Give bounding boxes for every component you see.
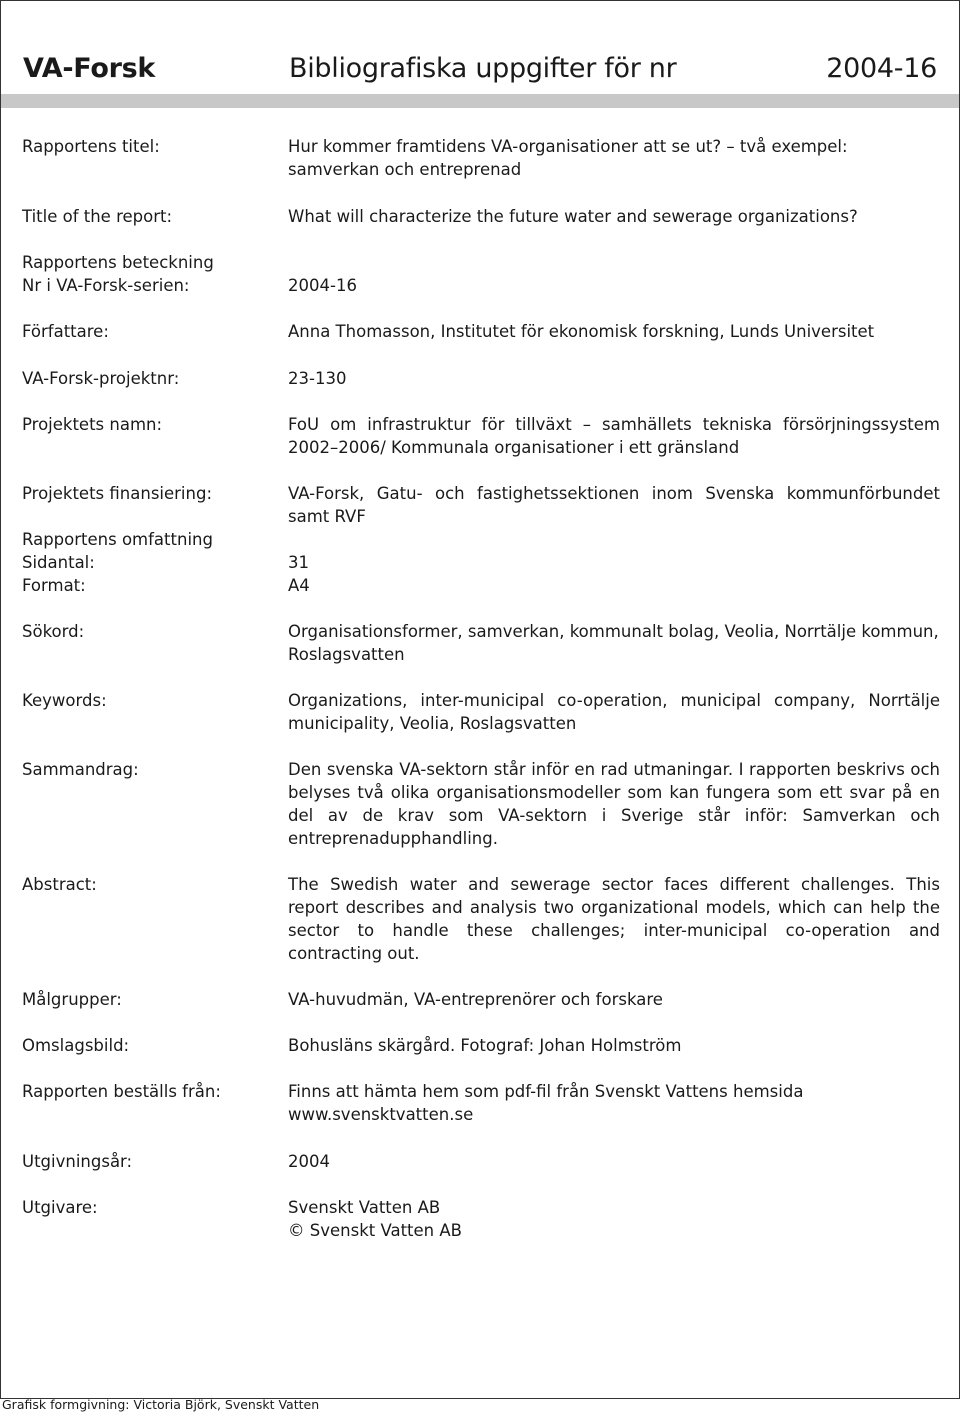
projektnr-label: VA-Forsk-projektnr:	[22, 369, 180, 388]
bestalls-value	[288, 1080, 940, 1126]
forfattare-label: Författare:	[22, 322, 109, 341]
malgrupper-value: VA-huvudmän, VA-entreprenörer och forskare	[288, 990, 663, 1009]
keywords-value: Organizations, inter-municipal co-operation, municipal company, Norrtälje municipality, Veolia, Roslagsvatten	[288, 691, 940, 733]
page-header	[23, 53, 937, 87]
omslagsbild-value: Bohusläns skärgård. Fotograf: Johan Holmström	[288, 1036, 682, 1055]
malgrupper-label: Målgrupper:	[22, 990, 122, 1009]
sammandrag-label: Sammandrag:	[22, 760, 139, 779]
footer-credit: Grafisk formgivning: Victoria Björk, Svenskt Vatten	[2, 1397, 320, 1412]
utgivare-label: Utgivare:	[22, 1198, 98, 1217]
omslagsbild-label: Omslagsbild:	[22, 1036, 130, 1055]
website-link[interactable]: www.svensktvatten.se	[288, 1105, 474, 1124]
omfattning-label: Rapportens omfattning	[22, 530, 213, 549]
title-value: What will characterize the future water and sewerage organizations?	[288, 207, 858, 226]
namn-label: Projektets namn:	[22, 415, 163, 434]
copyright-text: © Svenskt Vatten AB	[288, 1221, 462, 1240]
bestalls-text: Finns att hämta hem som pdf-fil från Svenskt Vattens hemsida	[288, 1082, 804, 1101]
bestalls-label: Rapporten beställs från:	[22, 1082, 221, 1101]
sammandrag-value: Den svenska VA-sektorn står inför en rad utmaningar. I rapporten beskrivs och belyses två olika organisationsmodeller som kan fungera som ett svar på en del av de krav som VA-sektorn i Sverige står inför: Samverkan och entreprenadupphandling.	[288, 760, 940, 848]
utgivningsar-value: 2004	[288, 1152, 330, 1171]
forfattare-value: Anna Thomasson, Institutet för ekonomisk forskning, Lunds Universitet	[288, 322, 875, 341]
nr-value: 2004-16	[288, 276, 357, 295]
sidantal-value: 31	[288, 553, 309, 572]
nr-label: Nr i VA-Forsk-serien:	[22, 276, 190, 295]
abstract-value: The Swedish water and sewerage sector faces different challenges. This report describes and analysis two organizational models, which can help the sector to handle these challenges; inter-municipal co-operation and contracting out.	[288, 875, 940, 963]
title-label: Title of the report:	[22, 207, 173, 226]
finansiering-value: VA-Forsk, Gatu- och fastighetssektionen inom Svenska kommunförbundet samt RVF	[288, 484, 940, 526]
page-title: Bibliografiska uppgifter för nr	[289, 53, 677, 84]
report-number: 2004-16	[826, 53, 937, 84]
header-divider-bar	[1, 94, 959, 108]
titel-value: Hur kommer framtidens VA-organisationer att se ut? – två exempel: samverkan och entreprenad	[288, 137, 848, 179]
sidantal-label: Sidantal:	[22, 553, 95, 572]
namn-value: FoU om infrastruktur för tillväxt – samhällets tekniska försörjningssystem 2002–2006/ Kommunala organisationer i ett gränsland	[288, 415, 940, 457]
abstract-label: Abstract:	[22, 875, 97, 894]
titel-label: Rapportens titel:	[22, 137, 160, 156]
finansiering-label: Projektets finansiering:	[22, 484, 213, 503]
format-value: A4	[288, 576, 310, 595]
projektnr-value: 23-130	[288, 369, 347, 388]
brand-title: VA-Forsk	[23, 53, 156, 84]
sokord-value: Organisationsformer, samverkan, kommunalt bolag, Veolia, Norrtälje kommun, Roslagsvatten	[288, 622, 939, 664]
keywords-label: Keywords:	[22, 691, 107, 710]
format-label: Format:	[22, 576, 86, 595]
sokord-label: Sökord:	[22, 622, 85, 641]
utgivningsar-label: Utgivningsår:	[22, 1152, 133, 1171]
utgivare-value	[288, 1196, 940, 1242]
beteckning-label: Rapportens beteckning	[22, 253, 214, 272]
utgivare-name: Svenskt Vatten AB	[288, 1198, 441, 1217]
